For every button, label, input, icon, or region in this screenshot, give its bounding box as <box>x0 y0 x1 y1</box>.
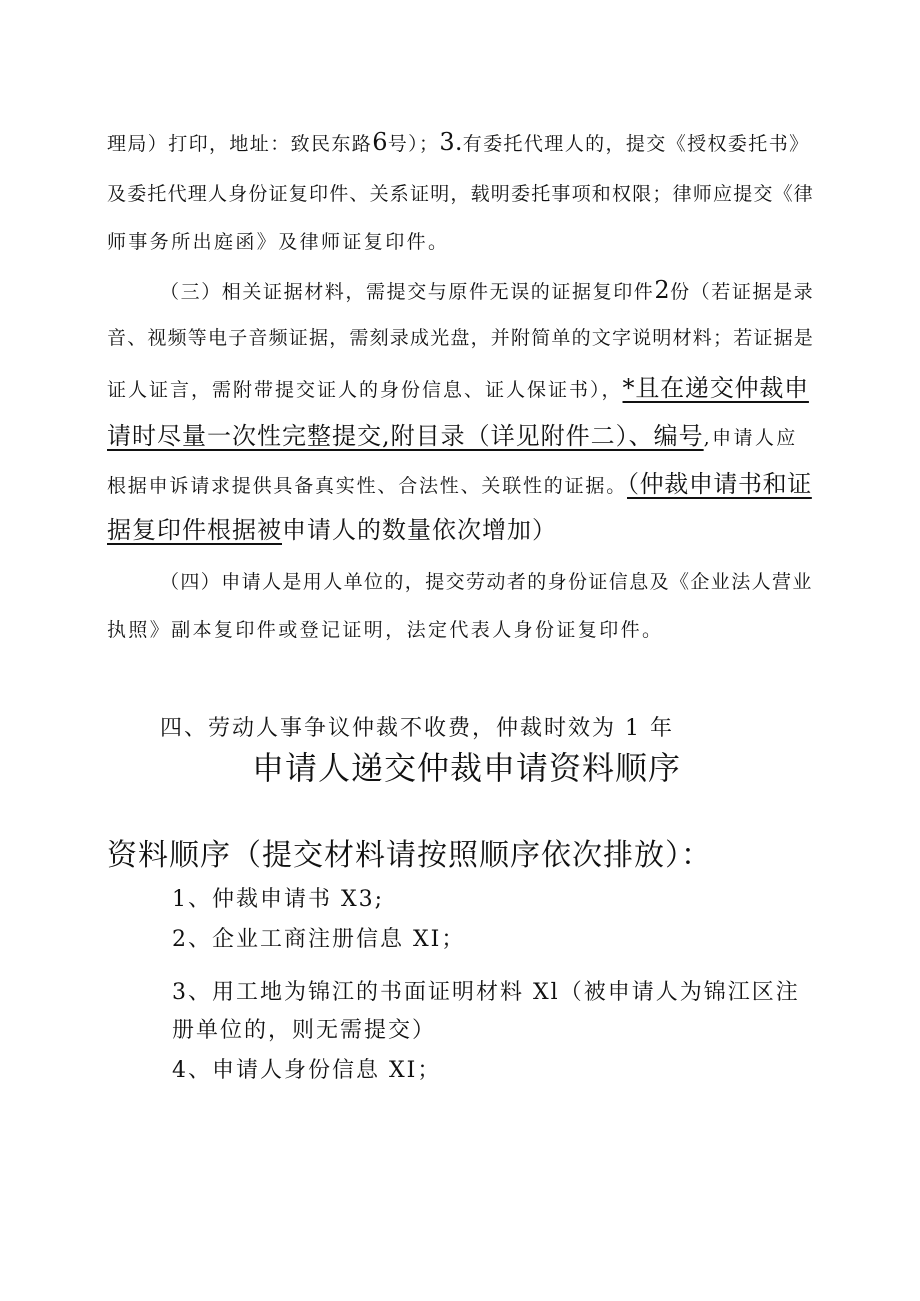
list-item: 2、企业工商注册信息 XI； <box>172 927 466 952</box>
text-segment: 申请人的数量依次增加） <box>282 516 557 544</box>
para-four-line-2: 执照》副本复印件或登记证明，法定代表人身份证复印件。 <box>107 619 664 641</box>
order-heading: 资料顺序（提交材料请按照顺序依次排放）： <box>107 838 712 873</box>
para-three-line-6 <box>107 516 557 546</box>
item-number-three: 3. <box>439 128 463 156</box>
text-segment: （三）相关证据材料，需提交与原件无误的证据复印件 <box>160 281 655 303</box>
list-item: 1、仲裁申请书 X3; <box>172 887 385 912</box>
text-segment: 理局）打印，地址：致民东路 <box>107 133 373 155</box>
text-segment: ,申请人应 <box>703 427 798 449</box>
underlined-emphasis: （仲裁申请书和证 <box>627 470 812 498</box>
text-segment: 证人证言，需附带提交证人的身份信息、证人保证书）， <box>107 379 623 401</box>
list-item: 3、用工地为锦江的书面证明材料 Xl（被申请人为锦江区注 <box>172 980 800 1005</box>
section-four-heading: 四、劳动人事争议仲裁不收费，仲裁时效为 1 年 <box>160 716 674 741</box>
para-two-line-1 <box>107 128 810 158</box>
para-three-line-2: 音、视频等电子音频证据，需刻录成光盘，并附简单的文字说明材料；若证据是 <box>107 327 815 349</box>
underlined-emphasis: 据复印件根据被 <box>107 516 282 544</box>
para-four-line-1: （四）申请人是用人单位的，提交劳动者的身份证信息及《企业法人营业 <box>160 571 813 593</box>
list-item: 4、申请人身份信息 XI； <box>172 1058 442 1083</box>
underlined-emphasis: 请时尽量一次性完整提交,附目录（详见附件二）、编号 <box>107 422 704 450</box>
para-three-line-3 <box>107 374 809 404</box>
list-item-continuation: 册单位的，则无需提交） <box>172 1018 437 1043</box>
para-two-line-2: 及委托代理人身份证复印件、关系证明，载明委托事项和权限；律师应提交《律 <box>107 183 815 205</box>
para-three-line-4 <box>107 422 798 452</box>
text-segment: 有委托代理人的，提交《授权委托书》 <box>462 133 810 155</box>
number-two: 2 <box>654 276 671 304</box>
text-segment: 根据申诉请求提供具备真实性、合法性、关联性的证据。 <box>107 475 628 497</box>
text-segment: 份（若证据是录 <box>670 281 815 303</box>
para-two-line-3: 师事务所出庭函》及律师证复印件。 <box>107 231 450 253</box>
underlined-emphasis: *且在递交仲裁申 <box>622 374 809 402</box>
text-segment: 号）； <box>387 133 440 155</box>
page-title: 申请人递交仲裁申请资料顺序 <box>252 749 682 787</box>
para-three-line-1 <box>160 276 814 306</box>
number-six: 6 <box>372 128 388 156</box>
para-three-line-5 <box>107 470 812 500</box>
